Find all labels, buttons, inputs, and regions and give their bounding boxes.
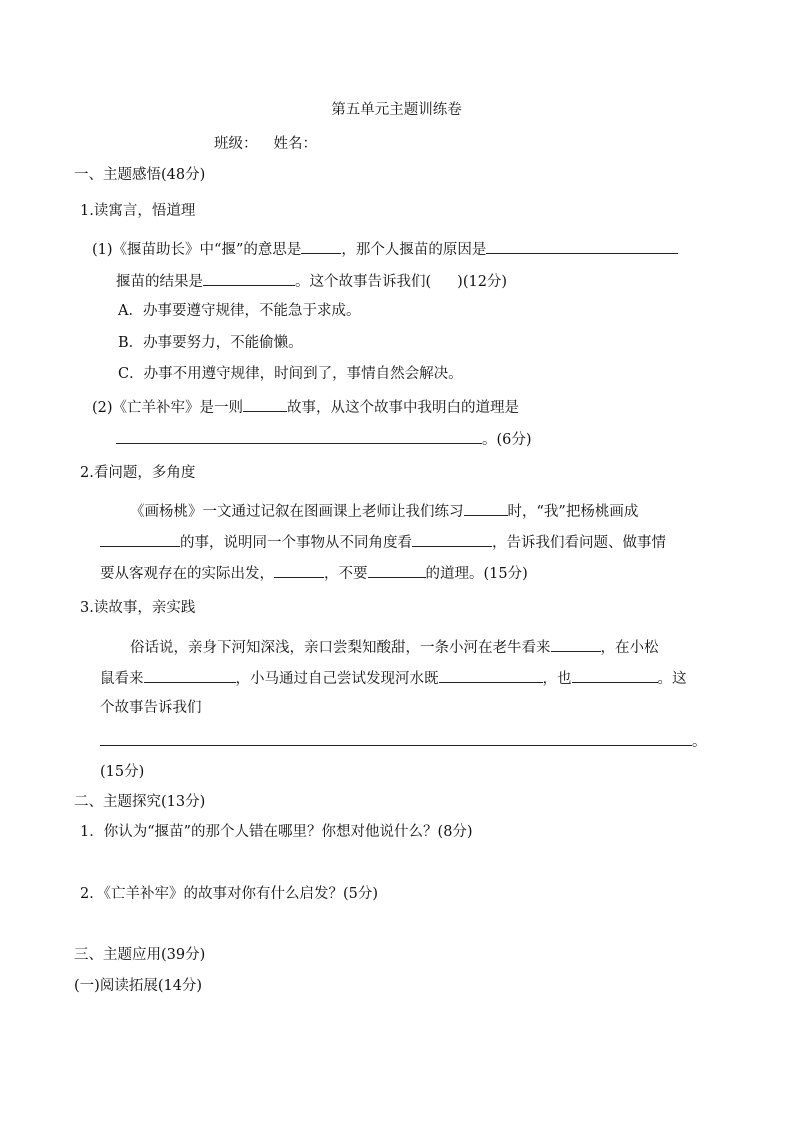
q3-score: (15分) xyxy=(100,764,145,780)
name-label: 姓名： xyxy=(273,136,317,152)
q1-1-text: ，那个人揠苗的原因是 xyxy=(341,242,487,258)
q2-text: 时，“我”把杨桃画成 xyxy=(507,504,639,520)
answer-blank[interactable] xyxy=(203,270,295,286)
q3-text: ，小马通过自己尝试发现河水既 xyxy=(235,671,439,687)
q1-1-text: )(12分) xyxy=(457,274,508,290)
answer-blank[interactable] xyxy=(274,562,324,578)
q3-text: 。这 xyxy=(657,671,687,687)
option-a: A．办事要遵守规律，不能急于求成。 xyxy=(118,303,361,319)
q2-text: ，告诉我们看问题、做事情 xyxy=(492,535,666,551)
q3-heading: 3.读故事，亲实践 xyxy=(80,600,196,616)
q1-1-line1 xyxy=(92,238,678,260)
q3-line1 xyxy=(130,636,659,658)
q3-text: ，在小松 xyxy=(600,640,659,656)
answer-blank[interactable] xyxy=(464,500,508,516)
q3-line3: 个故事告诉我们 xyxy=(100,700,202,716)
section-3-sub: (一)阅读拓展(14分) xyxy=(74,978,203,994)
q3-line2 xyxy=(100,667,687,689)
answer-blank[interactable] xyxy=(243,396,287,412)
answer-blank[interactable] xyxy=(412,531,492,547)
q2-text: 的事，说明同一个事物从不同角度看 xyxy=(180,535,412,551)
q1-1-text: 《揠苗助长》中“揠”的意思是 xyxy=(112,242,302,258)
q1-2-line1 xyxy=(92,396,519,418)
class-name-line xyxy=(214,134,317,154)
answer-blank[interactable] xyxy=(116,428,482,444)
section-1-heading: 一、主题感悟(48分) xyxy=(74,167,206,183)
q1-1-text: 。这个故事告诉我们( xyxy=(295,274,432,290)
page-title: 第五单元主题训练卷 xyxy=(331,102,462,118)
class-label: 班级： xyxy=(214,136,258,152)
option-c: C．办事不用遵守规律，时间到了，事情自然会解决。 xyxy=(118,366,463,382)
section-2-heading: 二、主题探究(13分) xyxy=(74,794,206,810)
q2-line2 xyxy=(100,531,666,553)
answer-blank[interactable] xyxy=(439,667,543,683)
p2-q2: 2．《亡羊补牢》的故事对你有什么启发？(5分) xyxy=(80,886,379,902)
q1-heading: 1.读寓言，悟道理 xyxy=(80,203,196,219)
answer-blank[interactable] xyxy=(572,667,658,683)
q1-2-text: 。(6分) xyxy=(482,432,532,448)
answer-blank[interactable] xyxy=(100,730,692,746)
q1-1-text: 揠苗的结果是 xyxy=(116,274,203,290)
q2-line1 xyxy=(130,500,638,522)
q3-text: 俗话说，亲身下河知深浅，亲口尝梨知酸甜，一条小河在老牛看来 xyxy=(130,640,551,656)
answer-blank[interactable] xyxy=(551,636,601,652)
q3-text: 。 xyxy=(692,734,707,750)
answer-blank[interactable] xyxy=(486,238,678,254)
q3-text: ，也 xyxy=(542,671,572,687)
q1-1-line2 xyxy=(116,270,507,292)
answer-blank[interactable] xyxy=(301,238,341,254)
q2-line3 xyxy=(100,562,528,584)
q1-2-text: 故事，从这个故事中我明白的道理是 xyxy=(287,400,520,416)
q2-text: ，不要 xyxy=(324,566,368,582)
option-b: B．办事要努力，不能偷懒。 xyxy=(118,335,303,351)
q3-text: 鼠看来 xyxy=(100,671,144,687)
q2-text: 《画杨桃》一文通过记叙在图画课上老师让我们练习 xyxy=(130,504,464,520)
q3-line4 xyxy=(100,730,707,752)
section-3-heading: 三、主题应用(39分) xyxy=(74,947,206,963)
q2-text: 的道理。(15分) xyxy=(425,566,528,582)
q1-2-line2 xyxy=(116,428,532,450)
answer-blank[interactable] xyxy=(144,667,236,683)
q2-heading: 2.看问题，多角度 xyxy=(80,465,196,481)
q1-2-number: (2) xyxy=(92,400,113,416)
answer-blank[interactable] xyxy=(368,562,426,578)
q1-1-number: (1) xyxy=(92,242,113,258)
p2-q1: 1．你认为“揠苗”的那个人错在哪里？你想对他说什么？(8分) xyxy=(80,824,473,840)
answer-blank[interactable] xyxy=(100,531,180,547)
q2-text: 要从客观存在的实际出发， xyxy=(100,566,274,582)
q1-2-text: 《亡羊补牢》是一则 xyxy=(112,400,244,416)
